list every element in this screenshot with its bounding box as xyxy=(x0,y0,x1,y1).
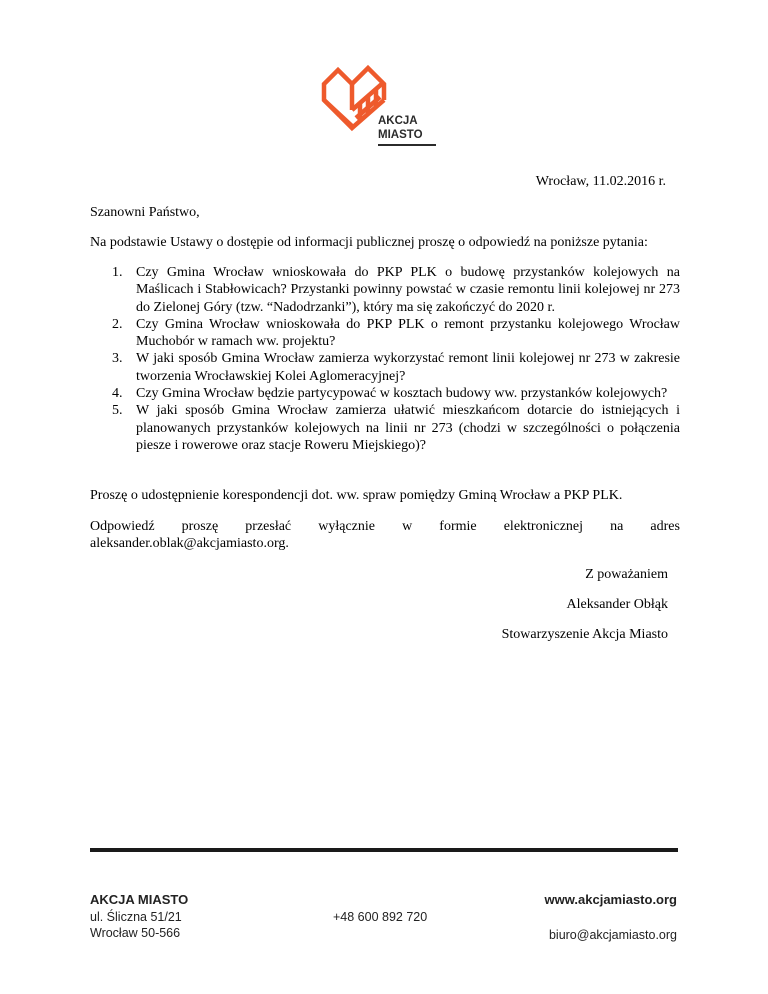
reply-word: adres xyxy=(650,519,680,534)
footer-website[interactable]: www.akcjamiasto.org xyxy=(544,892,677,907)
signature-name: Aleksander Obłąk xyxy=(566,597,668,612)
question-text: Czy Gmina Wrocław wnioskowała do PKP PLK o budowę przystanków kolejowych na Maślicach i Stabłowicach? Przystanki powinny powstać w czasie remontu linii kolejowej nr 273 do Zielonej Góry (tzw. “Nadodrzanki”), który ma się zakończyć do 2020 r. xyxy=(136,265,680,315)
reply-word: w xyxy=(402,519,413,534)
question-number: 2. xyxy=(112,316,123,332)
reply-email: aleksander.oblak@akcjamiasto.org. xyxy=(90,536,289,551)
footer-email[interactable]: biuro@akcjamiasto.org xyxy=(548,928,677,942)
question-text: W jaki sposób Gmina Wrocław zamierza wykorzystać remont linii kolejowej nr 273 w zakresie tworzenia Wrocławskiej Kolei Aglomeracyjnej? xyxy=(136,351,680,384)
logo-underline xyxy=(378,144,436,146)
question-number: 3. xyxy=(112,351,123,367)
question-number: 4. xyxy=(112,386,123,402)
intro-paragraph: Na podstawie Ustawy o dostępie od informacji publicznej proszę o odpowiedź na poniższe pytania: xyxy=(90,235,648,250)
logo-text-line2: MIASTO xyxy=(378,129,423,141)
reply-paragraph xyxy=(90,518,680,552)
reply-word: proszę xyxy=(181,519,219,534)
reply-word: wyłącznie xyxy=(318,519,375,534)
question-number: 1. xyxy=(112,265,123,280)
question-number: 5. xyxy=(112,403,123,419)
letter-date: Wrocław, 11.02.2016 r. xyxy=(535,174,666,189)
signature-organization: Stowarzyszenie Akcja Miasto xyxy=(501,627,668,642)
reply-word: formie xyxy=(439,519,477,534)
reply-word: elektronicznej xyxy=(503,519,584,534)
footer-org-name: AKCJA MIASTO xyxy=(90,892,189,907)
question-text: W jaki sposób Gmina Wrocław zamierza ułatwić mieszkańcom dotarcie do istniejących i planowanych przystanków kolejowych na linii nr 273 (chodzi w szczególności o połączenia piesze i rowerowe oraz stacje Roweru Miejskiego)? xyxy=(136,403,680,453)
reply-word: Odpowiedź xyxy=(90,519,155,534)
question-text: Czy Gmina Wrocław wnioskowała do PKP PLK o remont przystanku kolejowego Wrocław Muchobór w ramach ww. projektu? xyxy=(136,316,680,350)
question-item xyxy=(90,316,680,351)
question-item xyxy=(90,385,680,402)
footer-phone: +48 600 892 720 xyxy=(333,910,428,924)
request-paragraph: Proszę o udostępnienie korespondencji dot. ww. spraw pomiędzy Gminą Wrocław a PKP PLK. xyxy=(90,488,623,503)
question-text: Czy Gmina Wrocław będzie partycypować w kosztach budowy ww. przystanków kolejowych? xyxy=(136,386,668,402)
reply-word: na xyxy=(610,519,624,534)
question-item xyxy=(90,402,680,454)
akcja-miasto-logo xyxy=(318,60,442,148)
closing: Z poważaniem xyxy=(585,567,668,582)
question-item xyxy=(90,350,680,385)
logo-text-line1: AKCJA xyxy=(378,115,418,127)
footer-divider xyxy=(90,848,678,852)
questions-list xyxy=(90,264,680,454)
reply-word: przesłać xyxy=(245,519,292,534)
question-item xyxy=(90,264,680,316)
footer-street: ul. Śliczna 51/21 xyxy=(90,910,182,924)
footer-city: Wrocław 50-566 xyxy=(90,926,181,940)
greeting: Szanowni Państwo, xyxy=(90,205,200,220)
